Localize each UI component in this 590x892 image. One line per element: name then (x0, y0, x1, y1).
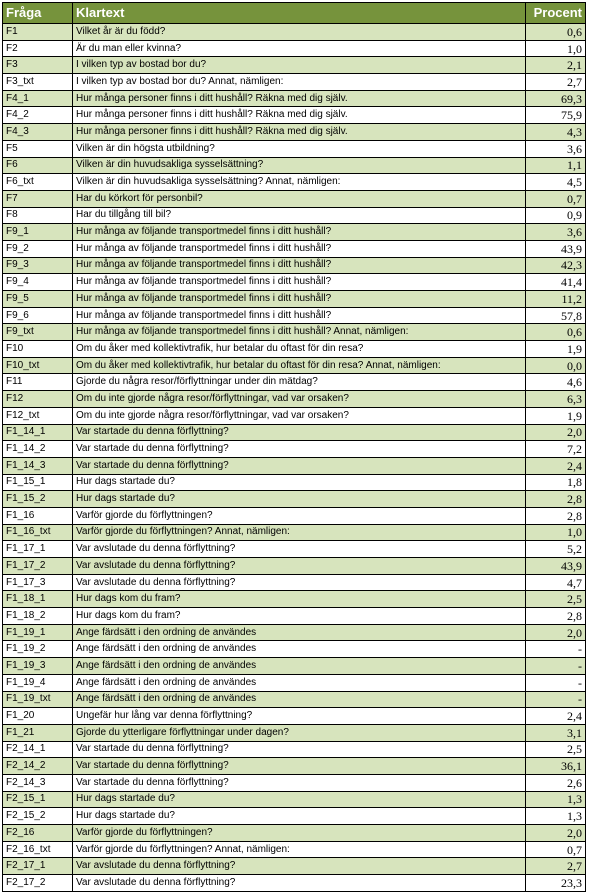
question-text-cell: Om du inte gjorde några resor/förflyttningar, vad var orsaken? (73, 391, 526, 408)
question-text-cell: Hur dags startade du? (73, 808, 526, 825)
table-row (3, 441, 586, 458)
table-row (3, 741, 586, 758)
question-text-cell: Varför gjorde du förflyttningen? (73, 825, 526, 842)
percent-cell: 5,2 (526, 541, 586, 558)
percent-cell: 36,1 (526, 758, 586, 775)
question-code-cell: F2_14_3 (3, 774, 73, 791)
table-row (3, 407, 586, 424)
question-code-cell: F10_txt (3, 357, 73, 374)
table-row (3, 57, 586, 74)
percent-cell: 0,0 (526, 357, 586, 374)
percent-cell: 2,5 (526, 591, 586, 608)
question-text-cell: Var avslutade du denna förflyttning? (73, 541, 526, 558)
header-text: Klartext (73, 3, 526, 24)
question-text-cell: Hur dags startade du? (73, 491, 526, 508)
percent-cell: 2,5 (526, 741, 586, 758)
question-text-cell: Om du åker med kollektivtrafik, hur betalar du oftast för din resa? Annat, nämligen: (73, 357, 526, 374)
question-text-cell: Var startade du denna förflyttning? (73, 441, 526, 458)
table-row (3, 658, 586, 675)
question-code-cell: F4_1 (3, 90, 73, 107)
question-text-cell: Hur dags kom du fram? (73, 591, 526, 608)
question-text-cell: Hur många personer finns i ditt hushåll? Räkna med dig själv. (73, 107, 526, 124)
percent-cell: 3,1 (526, 724, 586, 741)
table-row (3, 124, 586, 141)
table-row (3, 791, 586, 808)
table-row (3, 40, 586, 57)
table-row (3, 457, 586, 474)
table-row (3, 374, 586, 391)
question-text-cell: Var avslutade du denna förflyttning? (73, 858, 526, 875)
table-row (3, 841, 586, 858)
percent-cell: 4,7 (526, 574, 586, 591)
table-row (3, 174, 586, 191)
percent-cell: 2,8 (526, 491, 586, 508)
question-code-cell: F1_18_1 (3, 591, 73, 608)
question-text-cell: Varför gjorde du förflyttningen? (73, 507, 526, 524)
percent-cell: 4,5 (526, 174, 586, 191)
question-text-cell: Var avslutade du denna förflyttning? (73, 574, 526, 591)
question-code-cell: F2_15_2 (3, 808, 73, 825)
percent-cell: 2,8 (526, 507, 586, 524)
percent-cell: 0,9 (526, 207, 586, 224)
question-text-cell: Var startade du denna förflyttning? (73, 758, 526, 775)
question-code-cell: F1_19_txt (3, 691, 73, 708)
question-text-cell: Var startade du denna förflyttning? (73, 424, 526, 441)
header-percent: Procent (526, 3, 586, 24)
percent-cell: 23,3 (526, 875, 586, 892)
percent-cell: 2,8 (526, 608, 586, 625)
percent-cell: - (526, 641, 586, 658)
table-row (3, 24, 586, 41)
question-code-cell: F1_20 (3, 708, 73, 725)
question-code-cell: F2_16 (3, 825, 73, 842)
percent-cell: 2,7 (526, 74, 586, 91)
question-code-cell: F9_3 (3, 257, 73, 274)
table-row (3, 157, 586, 174)
question-text-cell: Ungefär hur lång var denna förflyttning? (73, 708, 526, 725)
table-row (3, 224, 586, 241)
table-row (3, 341, 586, 358)
question-code-cell: F2_15_1 (3, 791, 73, 808)
percent-cell: - (526, 691, 586, 708)
question-text-cell: Gjorde du några resor/förflyttningar under din mätdag? (73, 374, 526, 391)
percent-cell: 4,6 (526, 374, 586, 391)
percent-cell: 41,4 (526, 274, 586, 291)
table-row (3, 257, 586, 274)
question-code-cell: F1_14_1 (3, 424, 73, 441)
percent-cell: 2,6 (526, 774, 586, 791)
question-text-cell: Om du åker med kollektivtrafik, hur betalar du oftast för din resa? (73, 341, 526, 358)
table-row (3, 507, 586, 524)
table-row (3, 274, 586, 291)
question-text-cell: Gjorde du ytterligare förflyttningar under dagen? (73, 724, 526, 741)
percent-cell: 1,0 (526, 40, 586, 57)
table-row (3, 391, 586, 408)
question-text-cell: Är du man eller kvinna? (73, 40, 526, 57)
question-code-cell: F5 (3, 140, 73, 157)
table-row (3, 291, 586, 308)
table-row (3, 324, 586, 341)
percent-cell: 1,9 (526, 341, 586, 358)
question-code-cell: F9_5 (3, 291, 73, 308)
question-text-cell: Var avslutade du denna förflyttning? (73, 558, 526, 575)
question-text-cell: Hur många av följande transportmedel finns i ditt hushåll? (73, 257, 526, 274)
question-text-cell: Hur dags kom du fram? (73, 608, 526, 625)
question-text-cell: Var startade du denna förflyttning? (73, 457, 526, 474)
table-row (3, 608, 586, 625)
percent-cell: 2,0 (526, 825, 586, 842)
question-text-cell: Hur dags startade du? (73, 474, 526, 491)
table-row (3, 574, 586, 591)
percent-cell: 6,3 (526, 391, 586, 408)
percent-cell: 0,6 (526, 24, 586, 41)
percent-cell: 42,3 (526, 257, 586, 274)
question-code-cell: F2_17_1 (3, 858, 73, 875)
question-text-cell: Hur många av följande transportmedel finns i ditt hushåll? (73, 291, 526, 308)
table-row (3, 558, 586, 575)
percent-cell: 1,1 (526, 157, 586, 174)
question-code-cell: F3_txt (3, 74, 73, 91)
percent-cell: 4,3 (526, 124, 586, 141)
question-code-cell: F1_15_2 (3, 491, 73, 508)
question-code-cell: F1_18_2 (3, 608, 73, 625)
table-body (3, 24, 586, 892)
question-code-cell: F2_14_1 (3, 741, 73, 758)
question-code-cell: F2_17_2 (3, 875, 73, 892)
question-code-cell: F12 (3, 391, 73, 408)
table-row (3, 724, 586, 741)
percent-cell: 7,2 (526, 441, 586, 458)
question-text-cell: Hur dags startade du? (73, 791, 526, 808)
table-row (3, 708, 586, 725)
question-text-cell: Hur många av följande transportmedel finns i ditt hushåll? (73, 240, 526, 257)
question-code-cell: F1_21 (3, 724, 73, 741)
table-row (3, 307, 586, 324)
percent-cell: 2,0 (526, 424, 586, 441)
question-code-cell: F2_14_2 (3, 758, 73, 775)
table-row (3, 758, 586, 775)
question-code-cell: F1_14_3 (3, 457, 73, 474)
percent-cell: 1,3 (526, 808, 586, 825)
question-code-cell: F1_17_3 (3, 574, 73, 591)
question-code-cell: F1_15_1 (3, 474, 73, 491)
question-code-cell: F7 (3, 190, 73, 207)
table-row (3, 357, 586, 374)
question-code-cell: F2_16_txt (3, 841, 73, 858)
question-text-cell: Hur många av följande transportmedel finns i ditt hushåll? (73, 307, 526, 324)
percent-cell: - (526, 674, 586, 691)
table-row (3, 524, 586, 541)
percent-cell: 3,6 (526, 224, 586, 241)
table-row (3, 774, 586, 791)
question-code-cell: F1_19_4 (3, 674, 73, 691)
percent-cell: 43,9 (526, 558, 586, 575)
question-text-cell: Vilket år är du född? (73, 24, 526, 41)
table-row (3, 424, 586, 441)
question-text-cell: Har du körkort för personbil? (73, 190, 526, 207)
header-row (3, 3, 586, 24)
data-table (2, 2, 586, 892)
question-code-cell: F2 (3, 40, 73, 57)
question-text-cell: Vilken är din högsta utbildning? (73, 140, 526, 157)
question-text-cell: Ange färdsätt i den ordning de användes (73, 658, 526, 675)
percent-cell: 43,9 (526, 240, 586, 257)
question-text-cell: Var startade du denna förflyttning? (73, 741, 526, 758)
table-row (3, 140, 586, 157)
table-row (3, 641, 586, 658)
question-code-cell: F1_19_2 (3, 641, 73, 658)
percent-cell: 57,8 (526, 307, 586, 324)
question-text-cell: Ange färdsätt i den ordning de användes (73, 641, 526, 658)
question-text-cell: Har du tillgång till bil? (73, 207, 526, 224)
table-row (3, 107, 586, 124)
table-row (3, 207, 586, 224)
table-row (3, 90, 586, 107)
percent-cell: 1,0 (526, 524, 586, 541)
percent-cell: 0,7 (526, 190, 586, 207)
question-code-cell: F12_txt (3, 407, 73, 424)
table-row (3, 541, 586, 558)
question-code-cell: F9_4 (3, 274, 73, 291)
question-code-cell: F9_2 (3, 240, 73, 257)
question-code-cell: F1_14_2 (3, 441, 73, 458)
question-code-cell: F11 (3, 374, 73, 391)
table-row (3, 808, 586, 825)
table-row (3, 591, 586, 608)
question-code-cell: F1_17_1 (3, 541, 73, 558)
percent-cell: 2,1 (526, 57, 586, 74)
question-text-cell: Var startade du denna förflyttning? (73, 774, 526, 791)
question-text-cell: Varför gjorde du förflyttningen? Annat, nämligen: (73, 524, 526, 541)
table-row (3, 474, 586, 491)
table-row (3, 240, 586, 257)
question-text-cell: Hur många personer finns i ditt hushåll? Räkna med dig själv. (73, 124, 526, 141)
question-text-cell: Ange färdsätt i den ordning de användes (73, 674, 526, 691)
question-code-cell: F1_16_txt (3, 524, 73, 541)
question-code-cell: F1 (3, 24, 73, 41)
question-code-cell: F4_3 (3, 124, 73, 141)
percent-cell: 2,4 (526, 457, 586, 474)
percent-cell: 1,3 (526, 791, 586, 808)
question-code-cell: F6 (3, 157, 73, 174)
question-code-cell: F8 (3, 207, 73, 224)
question-text-cell: Vilken är din huvudsakliga sysselsättning? (73, 157, 526, 174)
header-code: Fråga (3, 3, 73, 24)
percent-cell: 2,0 (526, 624, 586, 641)
question-code-cell: F9_6 (3, 307, 73, 324)
percent-cell: 11,2 (526, 291, 586, 308)
table-row (3, 624, 586, 641)
question-text-cell: Hur många av följande transportmedel finns i ditt hushåll? (73, 274, 526, 291)
question-text-cell: I vilken typ av bostad bor du? (73, 57, 526, 74)
percent-cell: 75,9 (526, 107, 586, 124)
question-code-cell: F1_19_3 (3, 658, 73, 675)
question-text-cell: Hur många av följande transportmedel finns i ditt hushåll? Annat, nämligen: (73, 324, 526, 341)
question-text-cell: Hur många personer finns i ditt hushåll? Räkna med dig själv. (73, 90, 526, 107)
percent-cell: 2,7 (526, 858, 586, 875)
percent-cell: 1,8 (526, 474, 586, 491)
percent-cell: 3,6 (526, 140, 586, 157)
table-row (3, 825, 586, 842)
question-code-cell: F6_txt (3, 174, 73, 191)
table-row (3, 691, 586, 708)
question-text-cell: Vilken är din huvudsakliga sysselsättning? Annat, nämligen: (73, 174, 526, 191)
question-text-cell: Varför gjorde du förflyttningen? Annat, nämligen: (73, 841, 526, 858)
percent-cell: 2,4 (526, 708, 586, 725)
table-row (3, 875, 586, 892)
question-code-cell: F1_16 (3, 507, 73, 524)
question-text-cell: Hur många av följande transportmedel finns i ditt hushåll? (73, 224, 526, 241)
question-code-cell: F9_txt (3, 324, 73, 341)
table-row (3, 190, 586, 207)
table-row (3, 74, 586, 91)
question-text-cell: Ange färdsätt i den ordning de användes (73, 691, 526, 708)
table-row (3, 491, 586, 508)
percent-cell: 0,7 (526, 841, 586, 858)
percent-cell: 0,6 (526, 324, 586, 341)
question-code-cell: F4_2 (3, 107, 73, 124)
question-text-cell: Var avslutade du denna förflyttning? (73, 875, 526, 892)
table-row (3, 674, 586, 691)
percent-cell: 69,3 (526, 90, 586, 107)
table-row (3, 858, 586, 875)
percent-cell: - (526, 658, 586, 675)
percent-cell: 1,9 (526, 407, 586, 424)
question-text-cell: Ange färdsätt i den ordning de användes (73, 624, 526, 641)
question-code-cell: F1_17_2 (3, 558, 73, 575)
question-code-cell: F3 (3, 57, 73, 74)
question-text-cell: Om du inte gjorde några resor/förflyttningar, vad var orsaken? (73, 407, 526, 424)
question-code-cell: F10 (3, 341, 73, 358)
question-code-cell: F9_1 (3, 224, 73, 241)
question-code-cell: F1_19_1 (3, 624, 73, 641)
question-text-cell: I vilken typ av bostad bor du? Annat, nämligen: (73, 74, 526, 91)
